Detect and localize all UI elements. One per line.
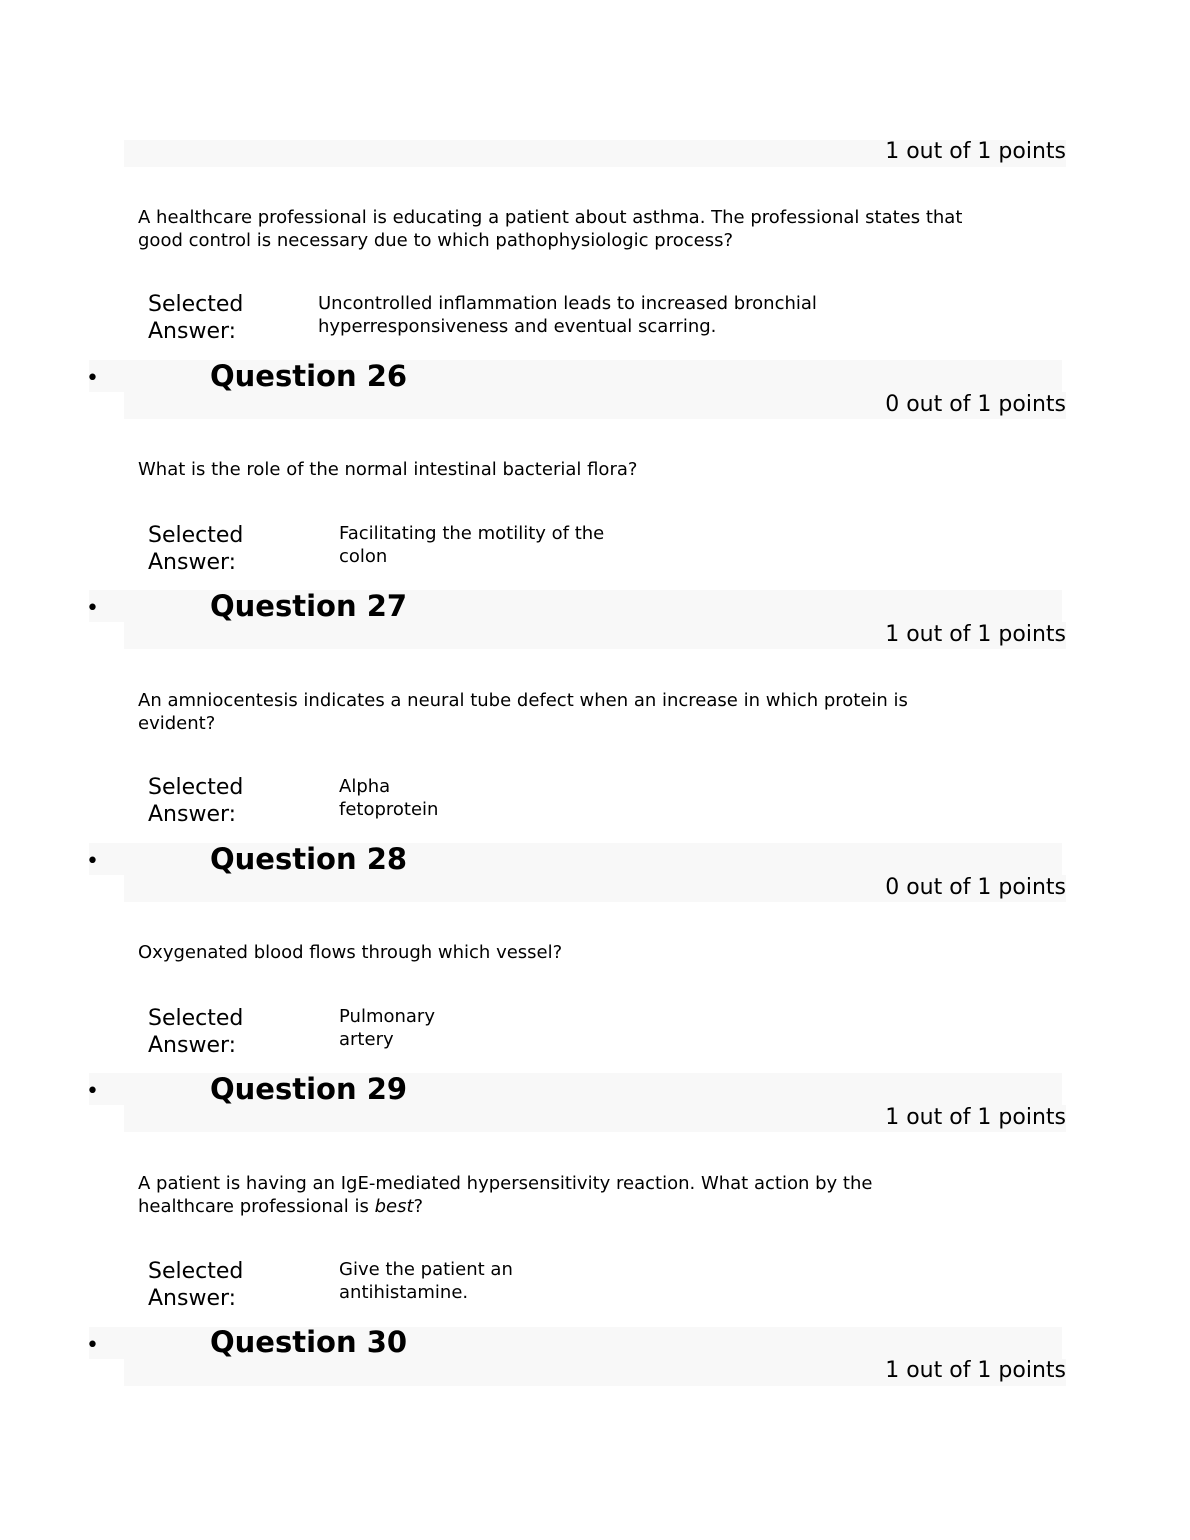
selected-answer-label: Selected Answer: (148, 292, 244, 344)
list-bullet: • (86, 1079, 99, 1104)
selected-answer-text: Pulmonary artery (339, 1006, 435, 1050)
selected-answer-label: Selected Answer: (148, 523, 244, 575)
selected-answer-label: Selected Answer: (148, 1006, 244, 1058)
list-bullet: • (86, 366, 99, 391)
question-title: Question 27 (210, 589, 408, 623)
points-score: 1 out of 1 points (885, 1105, 1066, 1130)
selected-answer-text: Alpha fetoprotein (339, 776, 439, 820)
selected-answer-text: Facilitating the motility of the colon (339, 523, 605, 567)
points-score: 1 out of 1 points (885, 139, 1066, 164)
list-bullet: • (86, 849, 99, 874)
selected-answer-label: Selected Answer: (148, 1259, 244, 1311)
question-text-part: ? (413, 1196, 424, 1217)
list-bullet: • (86, 596, 99, 621)
points-score: 1 out of 1 points (885, 622, 1066, 647)
question-text-part: A patient is having an IgE-mediated hypersensitivity reaction. What action by the healthcare professional is (138, 1173, 873, 1217)
question-text: An amniocentesis indicates a neural tube defect when an increase in which protein is evident? (138, 690, 908, 734)
question-title: Question 26 (210, 359, 408, 393)
selected-answer-text: Give the patient an antihistamine. (339, 1259, 513, 1303)
question-title: Question 29 (210, 1072, 408, 1106)
selected-answer-label: Selected Answer: (148, 775, 244, 827)
question-text-emphasis: best (374, 1196, 414, 1217)
points-score: 0 out of 1 points (885, 875, 1066, 900)
selected-answer-text: Uncontrolled inflammation leads to increased bronchial hyperresponsiveness and eventual scarring. (318, 293, 817, 337)
points-score: 1 out of 1 points (885, 1358, 1066, 1383)
points-score: 0 out of 1 points (885, 392, 1066, 417)
question-text: A healthcare professional is educating a patient about asthma. The professional states that good control is necessary due to which pathophysiologic process? (138, 207, 963, 251)
question-text: Oxygenated blood flows through which vessel? (138, 942, 563, 963)
question-text (138, 1172, 958, 1218)
list-bullet: • (86, 1333, 99, 1358)
question-text: What is the role of the normal intestinal bacterial flora? (138, 459, 638, 480)
question-title: Question 30 (210, 1325, 408, 1359)
question-title: Question 28 (210, 842, 408, 876)
